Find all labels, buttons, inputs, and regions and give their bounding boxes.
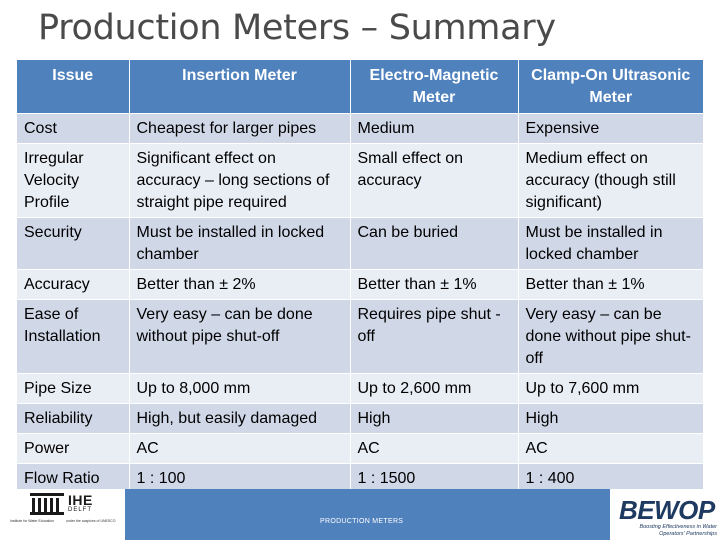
table-row [17,434,703,464]
table-row [17,218,703,270]
table-cell: High, but easily damaged [129,404,350,434]
table-cell: Accuracy [17,270,129,300]
table-cell: Up to 7,600 mm [518,374,703,404]
table-cell: Pipe Size [17,374,129,404]
table-row [17,374,703,404]
logo-fine-print-a: Institute for Water Education [10,519,55,523]
table-cell: Up to 8,000 mm [129,374,350,404]
table-cell: AC [518,434,703,464]
table-row [17,300,703,374]
table-cell: AC [129,434,350,464]
header-electro-magnetic-meter: Electro-Magnetic Meter [350,60,518,114]
table-cell: Security [17,218,129,270]
table-cell: Irregular Velocity Profile [17,144,129,218]
footer-band [125,489,610,540]
table-cell: Expensive [518,114,703,144]
footer-label: PRODUCTION METERS [320,518,404,525]
table-cell: Significant effect on accuracy – long sections of straight pipe required [129,144,350,218]
ihe-logo-text: IHE [68,492,93,508]
header-clamp-on-ultrasonic-meter: Clamp-On Ultrasonic Meter [518,60,703,114]
logo-fine-print-b: under the auspices of UNESCO [66,519,116,523]
table-cell: Can be buried [350,218,518,270]
table-row [17,144,703,218]
bewop-tagline: Boosting Effectiveness in Water Operators' Partnerships [639,524,717,537]
bewop-logo-text: BEWOP [619,495,715,525]
table-cell: AC [350,434,518,464]
ihe-delft-logo [6,491,120,539]
table-cell: Medium effect on accuracy (though still significant) [518,144,703,218]
table-cell: Flow Ratio [17,464,129,494]
table-cell: Better than ± 1% [518,270,703,300]
table-header-row [17,60,703,114]
page-title: Production Meters – Summary [38,8,556,48]
table-row [17,270,703,300]
ihe-columns-icon [30,493,64,515]
table-cell: Better than ± 1% [350,270,518,300]
table-cell: Ease of Installation [17,300,129,374]
table-cell: Very easy – can be done without pipe shut-off [129,300,350,374]
table-row [17,404,703,434]
table-row [17,114,703,144]
table-cell: Small effect on accuracy [350,144,518,218]
table-cell: 1 : 1500 [350,464,518,494]
table-cell: High [350,404,518,434]
table-cell: Very easy – can be done without pipe shut-off [518,300,703,374]
table-cell: Requires pipe shut -off [350,300,518,374]
table-cell: Reliability [17,404,129,434]
table-cell: Must be installed in locked chamber [518,218,703,270]
footer [0,489,720,540]
table-cell: Medium [350,114,518,144]
table-cell: 1 : 100 [129,464,350,494]
table-cell: 1 : 400 [518,464,703,494]
summary-table [17,60,703,493]
table-cell: Must be installed in locked chamber [129,218,350,270]
table-cell: Up to 2,600 mm [350,374,518,404]
table-cell: Cost [17,114,129,144]
header-insertion-meter: Insertion Meter [129,60,350,114]
delft-logo-text: DELFT [68,507,93,513]
table-cell: Better than ± 2% [129,270,350,300]
table-cell: High [518,404,703,434]
table-cell: Power [17,434,129,464]
bewop-logo [615,491,720,539]
table-cell: Cheapest for larger pipes [129,114,350,144]
header-issue: Issue [17,60,129,114]
